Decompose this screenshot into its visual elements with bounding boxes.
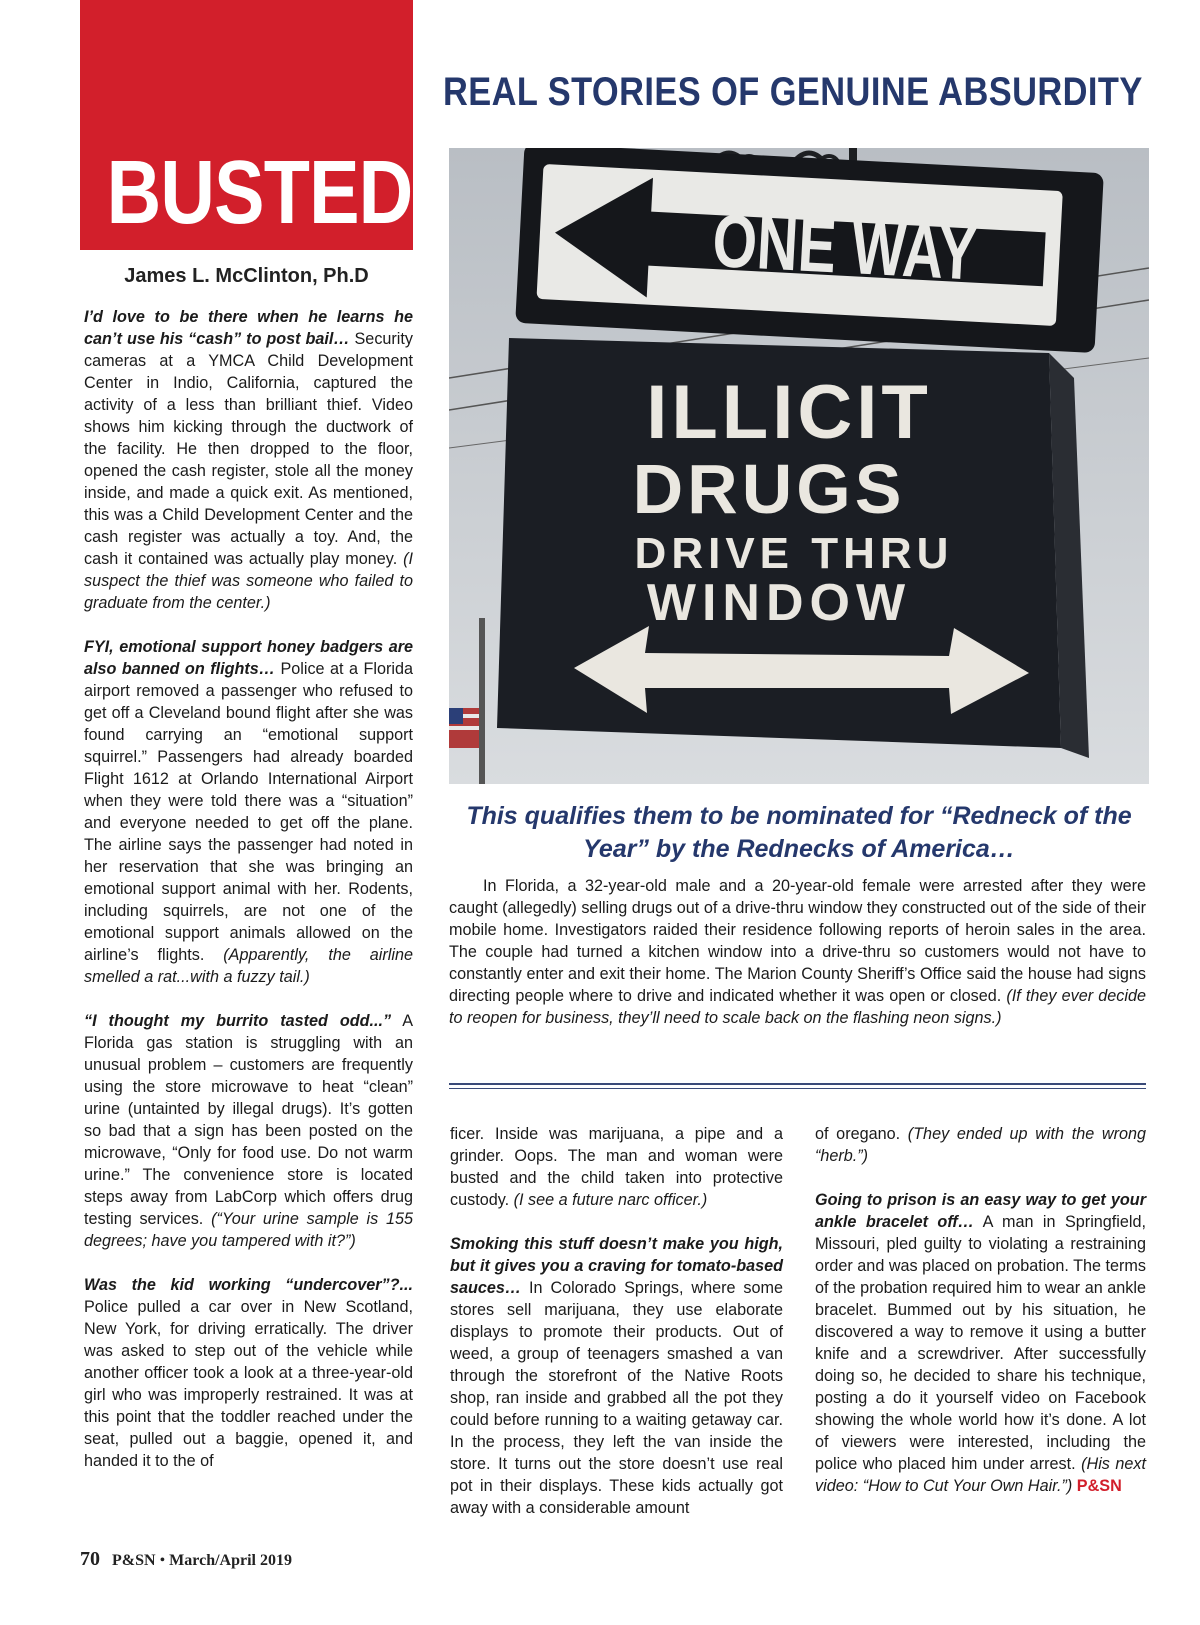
story-lead: Was the kid working “undercover”?...: [84, 1276, 413, 1294]
story-body: Police at a Florida airport removed a passenger who refused to get off a Cleveland bound flight after she was found carrying an “emotional support squirrel.” Passengers had already boarded Flight 1612 at Orlando International Airport when they were told there was a “situation” and everyone needed to get off the plane. The airline says the passenger had noted in her reservation that she was bringing an emotional support animal with her. Rodents, including squirrels, are not one of the emotional support animals allowed on the airline’s flights.: [84, 660, 413, 964]
publication-name: P&SN: [112, 1552, 156, 1569]
story-body: ficer. Inside was marijuana, a pipe and a grinder. Oops. The man and woman were busted and the child taken into protective custody.: [450, 1125, 783, 1209]
sign-line-drive-thru: DRIVE THRU: [634, 529, 954, 578]
feature-caption: This qualifies them to be nominated for “Redneck of the Year” by the Rednecks of America…: [466, 802, 1132, 863]
story-squirrel: [84, 636, 413, 988]
story-lead: FYI, emotional support honey badgers are also banned on flights…: [84, 638, 413, 678]
sign-line-illicit: ILLICIT: [646, 370, 932, 455]
left-column: [84, 306, 413, 1494]
story-note: (“Your urine sample is 155 degrees; have you tampered with it?”): [84, 1210, 413, 1250]
right-column: [815, 1123, 1146, 1519]
sign-one-way-text: ONE WAY: [710, 199, 979, 297]
busted-title: BUSTED!: [106, 143, 437, 243]
story-note: (Apparently, the airline smelled a rat...with a fuzzy tail.): [84, 946, 413, 986]
story-ankle-bracelet: [815, 1189, 1146, 1497]
sign-line-drugs: DRUGS: [632, 450, 906, 528]
issue-date: March/April 2019: [169, 1552, 292, 1569]
story-oregano-continued: [815, 1123, 1146, 1167]
story-body: A man in Springfield, Missouri, pled guilty to violating a restraining order and was placed on probation. The terms of the probation required him to wear an ankle bracelet. Bummed out by his situation, he discovered a way to remove it using a butter knife and a screwdriver. After successfully doing so, he decided to share his technique, posting a do it yourself video on Facebook showing the whole world how it’s done. A lot of viewers were interested, including the police who placed him under arrest.: [815, 1213, 1146, 1473]
story-lead: I’d love to be there when he learns he can’t use his “cash” to post bail…: [84, 308, 413, 348]
page-number: 70: [80, 1548, 100, 1570]
story-undercover-continued: [450, 1123, 783, 1211]
story-body: Police pulled a car over in New Scotland, New York, for driving erratically. The driver was asked to step out of the vehicle while another officer took a look at a three-year-old girl who was improperly restrained. It was at this point that the toddler reached under the seat, pulled out a baggie, opened it, and handed it to the of: [84, 1298, 413, 1470]
story-note: (They ended up with the wrong “herb.”): [815, 1125, 1146, 1165]
story-lead: Going to prison is an easy way to get your ankle bracelet off…: [815, 1191, 1146, 1231]
story-burrito: [84, 1010, 413, 1252]
middle-column: [450, 1123, 783, 1541]
story-note: (I see a future narc officer.): [513, 1191, 708, 1209]
story-undercover: [84, 1274, 413, 1472]
feature-note: (If they ever decide to reopen for business, they’ll need to scale back on the flashing neon signs.): [449, 987, 1146, 1027]
signoff-logo: P&SN: [1076, 1477, 1122, 1495]
sign-photo: [449, 148, 1149, 784]
sign-line-window: WINDOW: [646, 574, 912, 632]
page-footer: [80, 1548, 292, 1571]
story-body: Security cameras at a YMCA Child Development Center in Indio, California, captured the activity of a less than brilliant thief. Video shows him kicking through the ductwork of the facility. He then dropped to the floor, opened the cash register, stole all the money inside, and made a quick exit. As mentioned, this was a Child Development Center and the cash register was actually a toy. And, the cash it contained was actually play money.: [84, 330, 413, 568]
story-lead: Smoking this stuff doesn’t make you high, but it gives you a craving for tomato-based sauces…: [450, 1235, 783, 1297]
story-note: (I suspect the thief was someone who failed to graduate from the center.): [84, 550, 413, 612]
divider-rule-thin: [449, 1088, 1146, 1089]
sign-illustration: [449, 148, 1149, 784]
story-oregano: [450, 1233, 783, 1519]
feature-body: In Florida, a 32-year-old male and a 20-year-old female were arrested after they were caught (allegedly) selling drugs out of a drive-thru window they constructed out of the side of their mobile home. Investigators raided their residence following reports of heroin sales in the area. The couple had turned a kitchen window into a drive-thru so customers would not have to constantly enter and exit their home. The Marion County Sheriff’s Office said the house had signs directing people where to drive and indicated whether it was open or closed.: [449, 877, 1146, 1005]
story-lead: “I thought my burrito tasted odd...”: [84, 1012, 392, 1030]
busted-masthead: [80, 0, 437, 250]
story-body: A Florida gas station is struggling with an unusual problem – customers are frequently using the store microwave to heat “clean” urine (untainted by illegal drugs). It’s gotten so bad that a sign has been posted on the microwave, “Only for food use. Do not warm urine.” The convenience store is located steps away from LabCorp which offers drug testing services.: [84, 1012, 413, 1228]
divider-rule: [449, 1083, 1146, 1085]
page-headline: REAL STORIES OF GENUINE ABSURDITY: [443, 70, 1143, 114]
story-ymca: [84, 306, 413, 614]
footer-separator: •: [159, 1552, 166, 1569]
author-byline: James L. McClinton, Ph.D: [124, 265, 369, 287]
feature-story: [449, 875, 1146, 1029]
story-body: In Colorado Springs, where some stores sell marijuana, they use elaborate displays to promote their products. Out of weed, a group of teenagers smashed a van through the storefront of the Native Roots shop, ran inside and grabbed all the pot they could before running to a waiting getaway car. In the process, they left the van inside the store. It turns out the store doesn’t use real pot in their displays. These kids actually got away with a considerable amount: [450, 1279, 783, 1517]
story-note: (His next video: “How to Cut Your Own Hair.”): [815, 1455, 1146, 1495]
story-body: of oregano.: [815, 1125, 908, 1143]
